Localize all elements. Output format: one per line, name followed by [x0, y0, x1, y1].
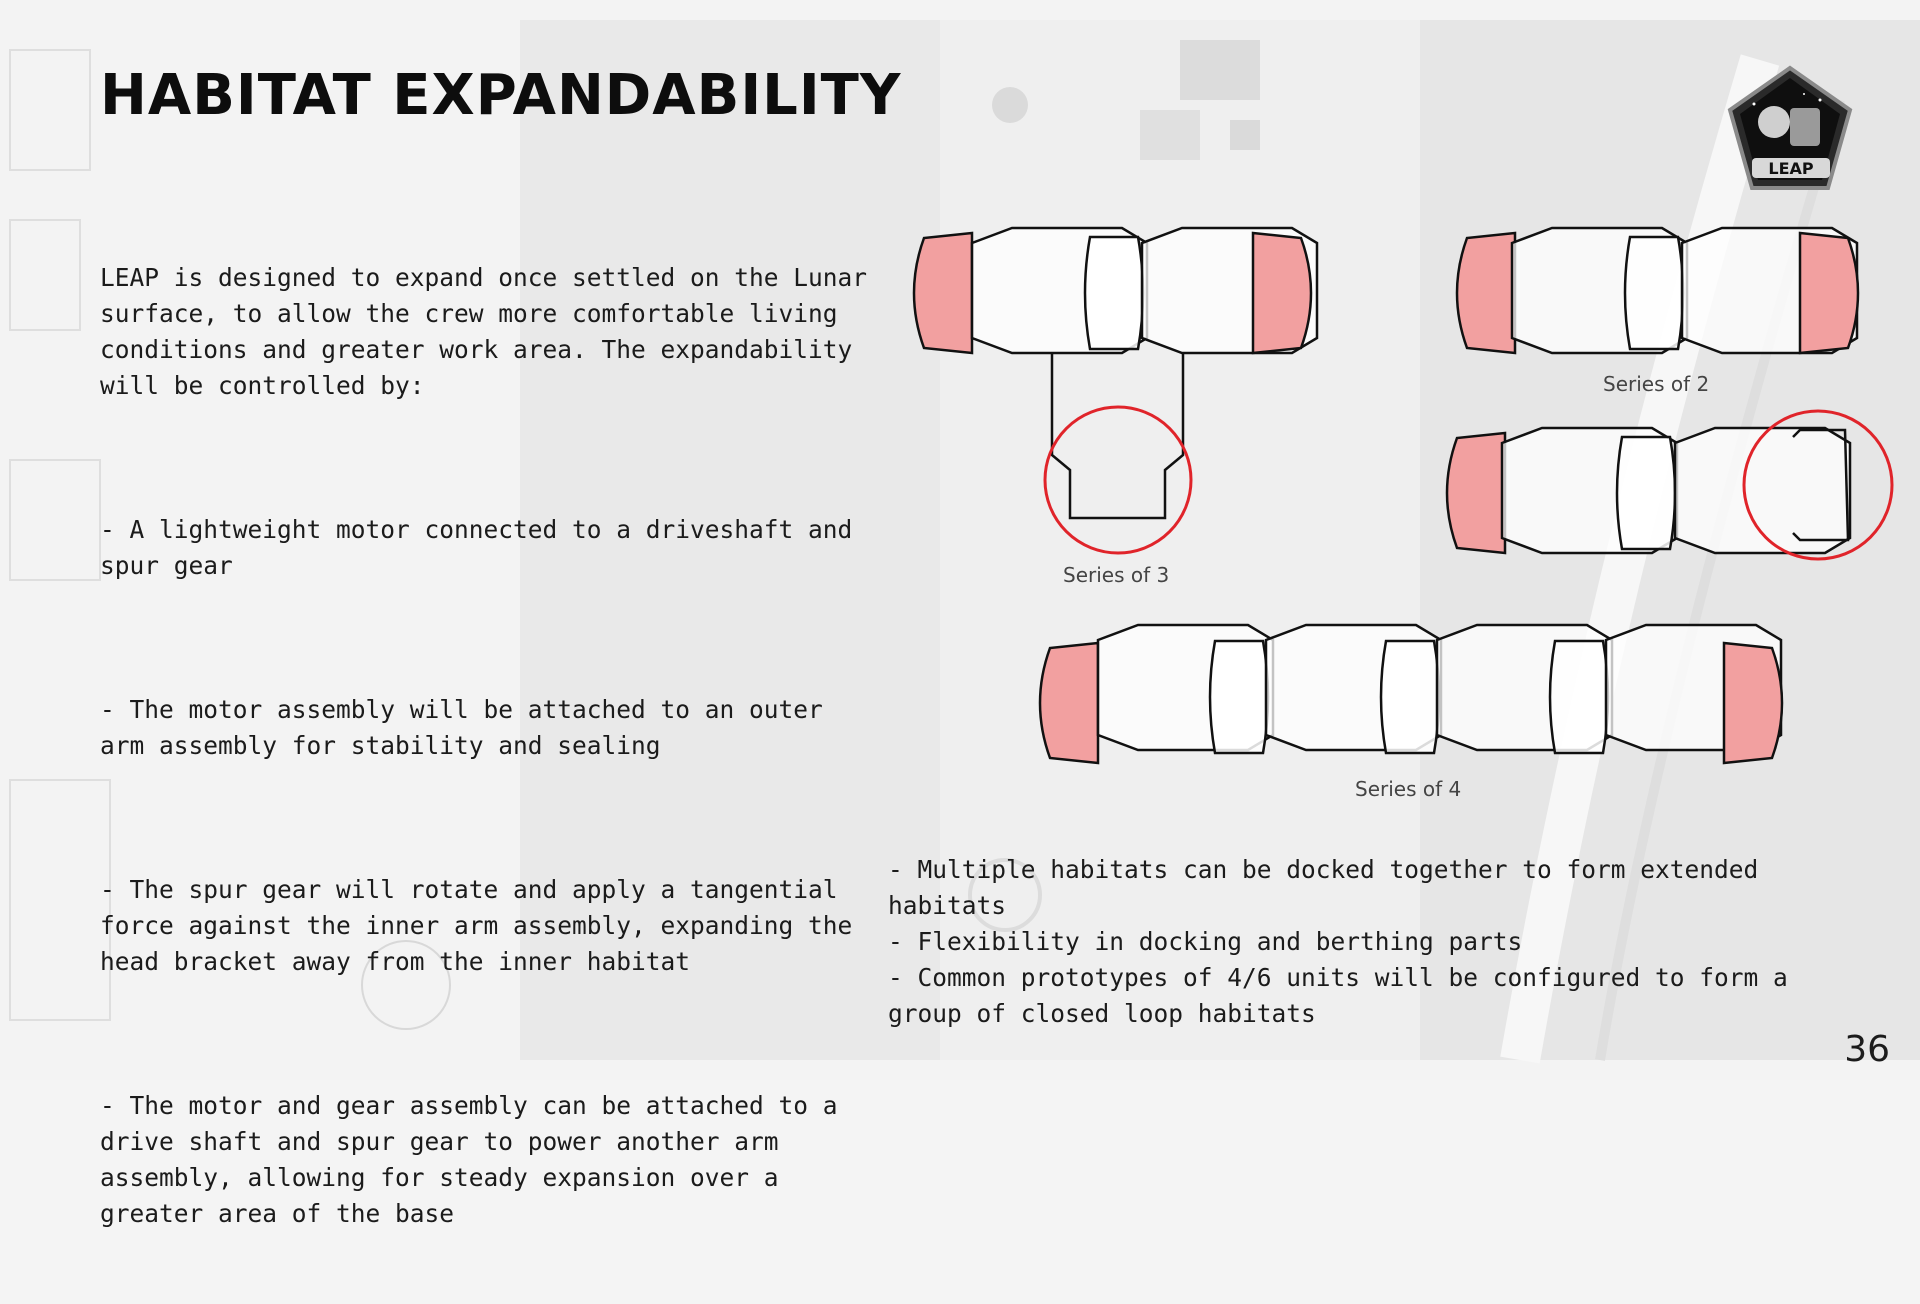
- page-title: HABITAT EXPANDABILITY: [100, 63, 902, 128]
- bullet-drive-shaft: - The motor and gear assembly can be attached to a drive shaft and spur gear to power another arm assembly, allowing for steady expansion over a greater area of the base: [100, 1091, 853, 1228]
- series-2-configuration: [1457, 228, 1858, 396]
- bullet-motor: - A lightweight motor connected to a driveshaft and spur gear: [100, 515, 868, 580]
- logo-text: LEAP: [1768, 159, 1814, 178]
- series-2-expanded-configuration: [1447, 411, 1892, 559]
- bullet-docking: - Multiple habitats can be docked together to form extended habitats: [888, 855, 1759, 920]
- series-3-highlight-circle: [1045, 407, 1191, 553]
- expandability-description: [100, 188, 880, 1304]
- series-4-caption: Series of 4: [1355, 777, 1462, 801]
- series-2-caption: Series of 2: [1603, 372, 1710, 396]
- mission-patch-icon: [1724, 64, 1856, 196]
- page-number: 36: [1844, 1029, 1890, 1070]
- series-4-configuration: [1040, 625, 1782, 801]
- bullet-arm-assembly: - The motor assembly will be attached to an outer arm assembly for stability and sealing: [100, 695, 838, 760]
- habitat-configuration-diagram: [900, 200, 1920, 810]
- bullet-flexibility: - Flexibility in docking and berthing parts: [888, 927, 1523, 956]
- series-3-configuration: [914, 228, 1317, 587]
- bullet-prototypes: - Common prototypes of 4/6 units will be configured to form a group of closed loop habitats: [888, 963, 1788, 1028]
- series-3-caption: Series of 3: [1063, 563, 1170, 587]
- docking-notes: [888, 852, 1838, 1032]
- intro-paragraph: LEAP is designed to expand once settled on the Lunar surface, to allow the crew more comfortable living conditions and greater work area. The expandability will be controlled by:: [100, 263, 882, 400]
- bullet-spur-gear: - The spur gear will rotate and apply a tangential force against the inner arm assembly, expanding the head bracket away from the inner habitat: [100, 875, 868, 976]
